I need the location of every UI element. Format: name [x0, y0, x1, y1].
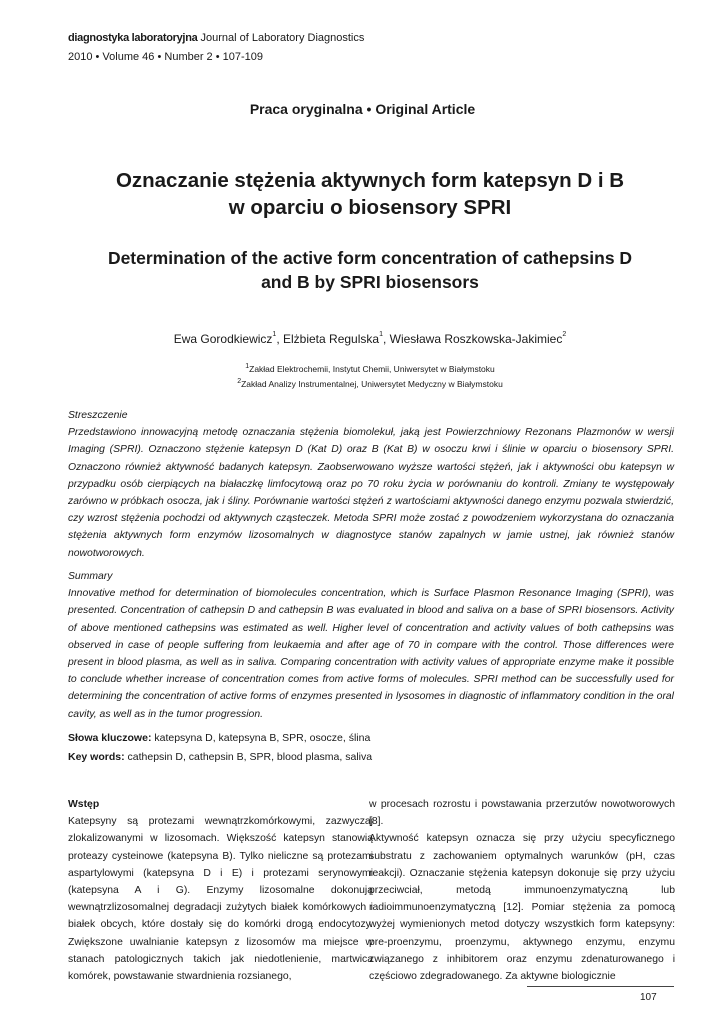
affiliation-text: Zakład Analizy Instrumentalnej, Uniwersytet Medyczny w Białymstoku — [241, 379, 503, 389]
article-type: Praca oryginalna • Original Article — [249, 101, 476, 117]
journal-name: Journal of Laboratory Diagnostics — [200, 32, 365, 44]
affiliation — [0, 364, 725, 374]
section-heading: Wstęp — [68, 799, 100, 810]
affiliation — [0, 379, 725, 389]
keywords-polish-text: katepsyna D, katepsyna B, SPR, osocze, ślina — [151, 732, 371, 744]
author-affil-mark: 1 — [379, 331, 383, 338]
body-column-right — [369, 796, 675, 985]
body-column-left — [68, 796, 373, 985]
author-separator: , — [276, 332, 283, 346]
keywords-english — [68, 747, 674, 767]
page-number: 107 — [640, 992, 657, 1003]
abstract-english-heading: Summary — [68, 571, 113, 582]
affiliation-text: Zakład Elektrochemii, Instytut Chemii, Uniwersytet w Białymstoku — [249, 364, 495, 374]
title-english-line2: and B by SPRI biosensors — [261, 272, 479, 292]
abstract-polish-body: Przedstawiono innowacyjną metodę oznaczania stężenia biomolekuł, jaką jest Powierzchniowy Rezonans Plazmonów w wersji Imaging (SPRI). Oznaczono stężenie katepsyn D (Kat D) oraz B (Kat B) w osoczu krwi i ślinie w oparciu o biosensory SPRI. Oznaczono również aktywność badanych katepsyn. Zaobserwowano wyższe wartości stężeń, jak i aktywności obu katepsyn w przypadku osób cierpiących na białaczkę limfocytową oraz po 70 roku życia w porównaniu do kontroli. Zmiany te występowały zarówno w próbkach osocza, jak i śliny. Porównanie wartości stężeń z wartościami aktywności danego enzymu pozwala stwierdzić, czy wzrost stężenia pochodzi od aktywnych cząsteczek. Metoda SPRI może zostać z powodzeniem wykorzystana do oznaczania stężenia aktywnych form enzymów lizosomalnych w diagnostyce stanów zapalnych w jamie ustnej, jak również stanów nowotworowych. — [68, 427, 674, 559]
author-name: Elżbieta Regulska — [283, 332, 380, 346]
affiliation-mark: 2 — [237, 378, 242, 385]
authors — [0, 332, 725, 346]
journal-header — [68, 31, 364, 45]
author-affil-mark: 1 — [272, 331, 277, 338]
author-separator: , — [382, 332, 390, 346]
author-name: Ewa Gorodkiewicz — [173, 332, 273, 346]
body-paragraph: Katepsyny są protezami wewnątrzkomórkowymi, zazwyczaj zlokalizowanymi w lizosomach. Większość katepsyn stanowią proteazy cysteinowe (katepsyna B). Tylko nieliczne są protezami aspartylowymi (katepsyna D i E) i protezami serynowymi (katepsyna A i G). Enzymy lizosomalne dokonują wewnątrzlizosomalnej degradacji zużytych białek komórkowych i białek obcych, które dostały się do komórki drogą endocytozy. Zwiększone uwalnianie katepsyn z lizosomów ma miejsce w stanach patologicznych takich jak niedotlenienie, martwica komórek, powstawanie stwardnienia rozsianego, — [68, 816, 373, 983]
issue-info: 2010 • Volume 46 • Number 2 • 107-109 — [68, 51, 264, 63]
author-name: Wiesława Roszkowska-Jakimiec — [389, 332, 563, 346]
title-polish — [70, 167, 670, 221]
keywords-polish — [68, 728, 674, 748]
keywords-english-label: Key words: — [68, 751, 125, 763]
body-paragraph: w procesach rozrostu i powstawania przerzutów nowotworowych [8]. — [369, 799, 675, 828]
abstract-polish — [68, 407, 674, 562]
keywords-polish-label: Słowa kluczowe: — [68, 732, 152, 744]
title-english-line1: Determination of the active form concentration of cathepsins D — [107, 248, 633, 268]
title-english — [70, 246, 670, 294]
affiliation-mark: 1 — [245, 363, 250, 370]
journal-brand: diagnostyka laboratoryjna — [68, 32, 198, 44]
title-polish-line2: w oparciu o biosensory SPRI — [228, 196, 512, 219]
footer-rule — [527, 986, 674, 987]
abstract-english — [68, 568, 674, 723]
abstract-english-body: Innovative method for determination of biomolecules concentration, which is Surface Plasmon Resonance Imaging (SPRI), was presented. Concentration of cathepsin D and cathepsin B was evaluated in blood and saliva on a base of SPRI biosensors. Activity of above mentioned cathepsins was estimated as well. Higher level of concentration and activity values of both cathepsins was observed in case of people suffering from leukaemia and after age of 70 in compare with the control. Those differences were present in blood plasma, as well as in saliva. Comparing concentration with activity values of appropriate enzyme make it possible to conclude whether increase of concentration comes from active forms of molecules. SPRI method can be successfully used for determining the concentration of active forms of enzymes presented in lysosomes in diagnostic of inflammatory condition in the oral cavity, as well as in the tumor progression. — [68, 588, 674, 720]
keywords-english-text: cathepsin D, cathepsin B, SPR, blood plasma, saliva — [124, 751, 373, 763]
abstract-polish-heading: Streszczenie — [68, 410, 128, 421]
title-polish-line1: Oznaczanie stężenia aktywnych form katepsyn D i B — [115, 169, 625, 192]
author-affil-mark: 2 — [562, 331, 567, 338]
body-paragraph: Aktywność katepsyn oznacza się przy użyciu specyficznego substratu z zachowaniem optymalnych warunków (pH, czas reakcji). Oznaczanie stężenia katepsyn dokonuje się przy użyciu przeciwciał, metodą immunoenzymatyczną lub radioimmunoenzymatyczną [12]. Pomiar stężenia za pomocą wyżej wymienionych metod dotyczy wszystkich form katepsyny: pre-proenzymu, proenzymu, aktywnego enzymu, enzymu związanego z inhibitorem oraz enzymu zdenaturowanego i częściowo zdegradowanego. Za aktywne biologicznie — [369, 833, 675, 983]
